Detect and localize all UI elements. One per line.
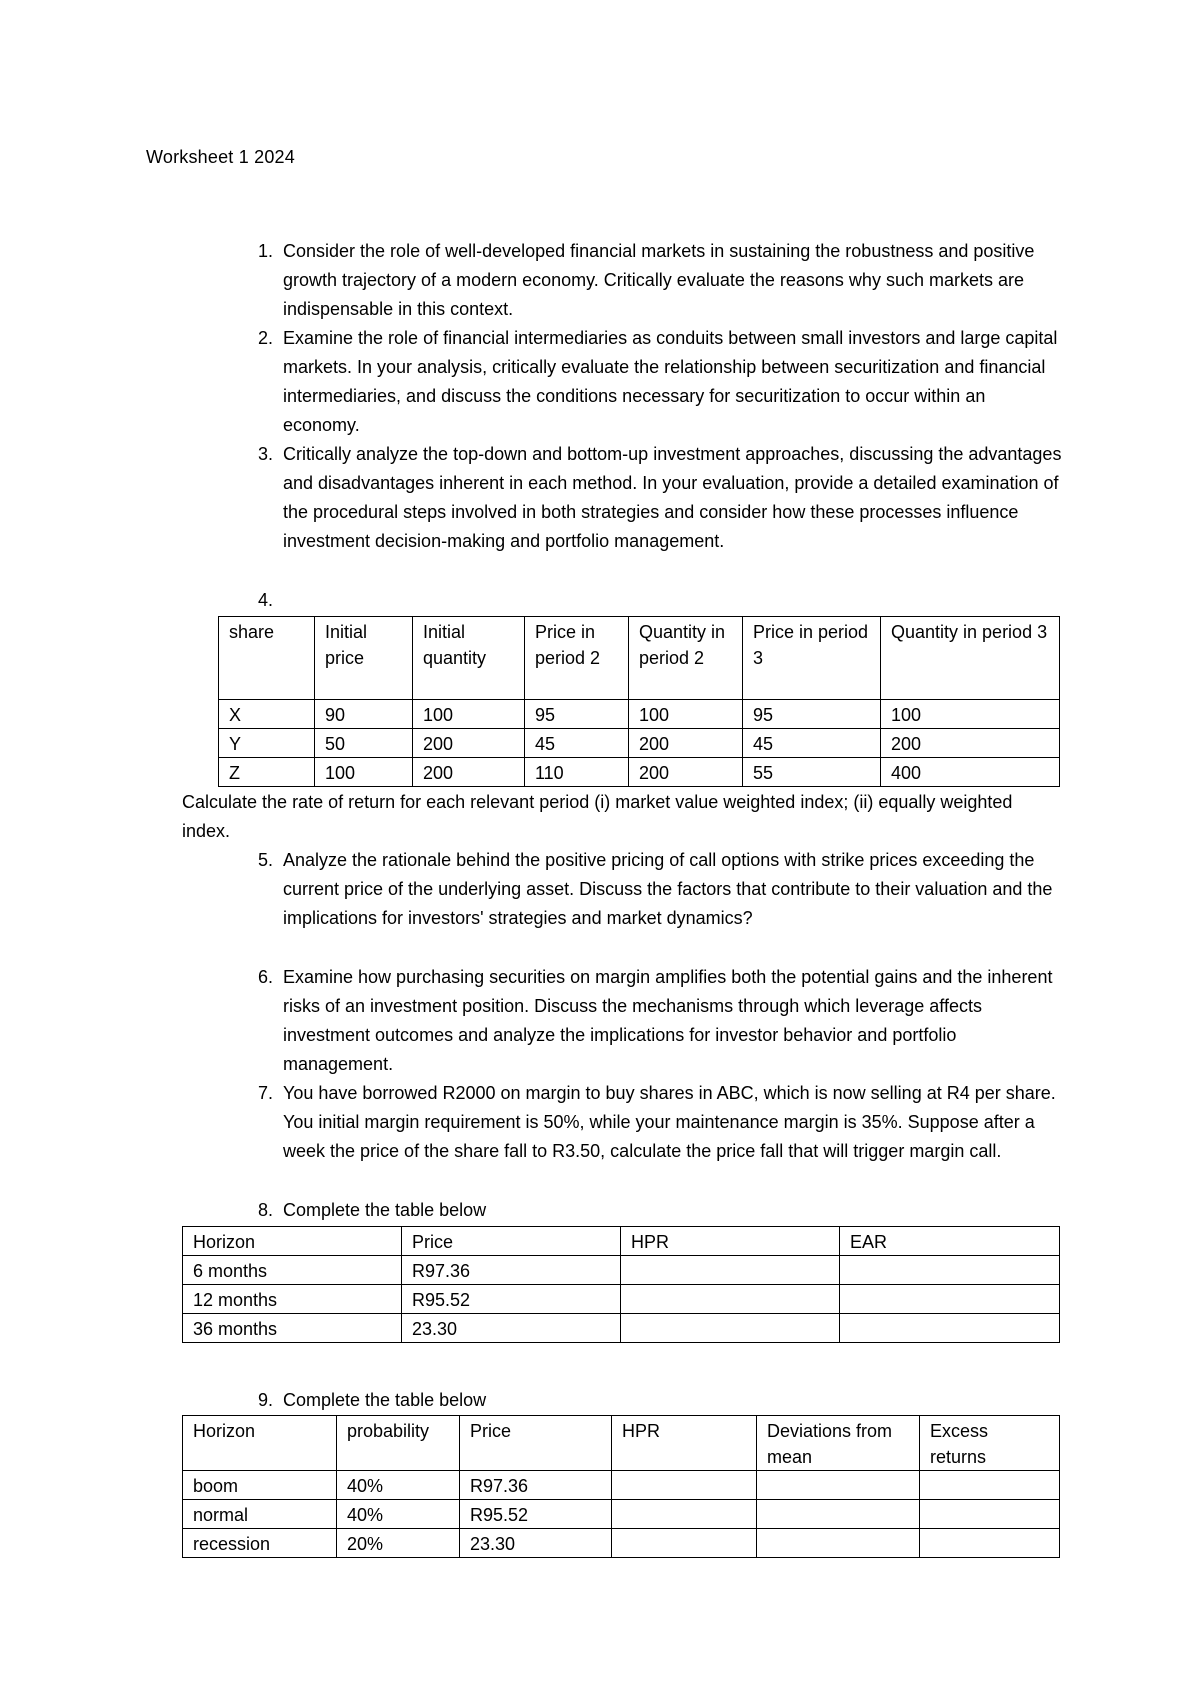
scenario-returns-table	[182, 1415, 1060, 1558]
table-cell: normal	[183, 1500, 337, 1529]
question-9	[257, 1386, 1063, 1415]
table-cell[interactable]	[757, 1471, 920, 1500]
table-cell: 45	[743, 729, 881, 758]
question-number: 6.	[257, 967, 273, 987]
question-text: Complete the table below	[283, 1390, 487, 1410]
table-cell: Y	[219, 729, 315, 758]
share-prices-table	[218, 616, 1060, 787]
question-text: Analyze the rationale behind the positive pricing of call options with strike prices exceeding the current price of the underlying asset. Discuss the factors that contribute to their valuation and the implications for investors' strategies and market dynamics?	[283, 850, 1053, 928]
table-cell: 100	[881, 700, 1060, 729]
table-cell[interactable]	[920, 1471, 1060, 1500]
question-4-instruction: Calculate the rate of return for each relevant period (i) market value weighted index; (ii) equally weighted index.	[182, 792, 1013, 841]
table-cell: 100	[629, 700, 743, 729]
table-cell[interactable]	[757, 1500, 920, 1529]
table-cell: 50	[315, 729, 413, 758]
table-row	[219, 758, 1060, 787]
table-cell: X	[219, 700, 315, 729]
table-cell[interactable]	[621, 1285, 840, 1314]
question-text: Consider the role of well-developed financial markets in sustaining the robustness and positive growth trajectory of a modern economy. Critically evaluate the reasons why such markets are indispensable in this context.	[283, 241, 1035, 319]
table-cell: 100	[413, 700, 525, 729]
page-title: Worksheet 1 2024	[146, 147, 295, 167]
table-cell: 55	[743, 758, 881, 787]
table-cell: 200	[629, 729, 743, 758]
table-cell: 6 months	[183, 1256, 402, 1285]
table-cell: recession	[183, 1529, 337, 1558]
table-header-cell: Deviations from mean	[757, 1416, 920, 1471]
table-header-cell: probability	[337, 1416, 460, 1471]
table-cell[interactable]	[920, 1529, 1060, 1558]
table-header-cell: HPR	[621, 1227, 840, 1256]
table-cell[interactable]	[840, 1256, 1060, 1285]
table-cell: 23.30	[402, 1314, 621, 1343]
question-text: Complete the table below	[283, 1200, 487, 1220]
question-text: Examine the role of financial intermediaries as conduits between small investors and large capital markets. In your analysis, critically evaluate the relationship between securitization and financial intermediaries, and discuss the conditions necessary for securitization to occur within an economy.	[283, 328, 1058, 435]
table-row	[183, 1529, 1060, 1558]
table-cell: 110	[525, 758, 629, 787]
table-header-cell: HPR	[612, 1416, 757, 1471]
table-header-row	[183, 1227, 1060, 1256]
table-row	[219, 700, 1060, 729]
question-6	[257, 963, 1063, 1079]
table-header-cell: Horizon	[183, 1227, 402, 1256]
table-header-cell: Horizon	[183, 1416, 337, 1471]
question-number: 5.	[257, 850, 273, 870]
table-cell: R95.52	[402, 1285, 621, 1314]
table-header-cell: EAR	[840, 1227, 1060, 1256]
question-number: 3.	[257, 444, 273, 464]
question-8	[257, 1196, 1063, 1225]
table-cell: 36 months	[183, 1314, 402, 1343]
table-cell: 95	[525, 700, 629, 729]
table-header-cell: Price in period 2	[525, 617, 629, 700]
table-cell: R95.52	[460, 1500, 612, 1529]
table-cell: 40%	[337, 1500, 460, 1529]
table-row	[183, 1471, 1060, 1500]
table-cell[interactable]	[757, 1529, 920, 1558]
table-header-cell: Price in period 3	[743, 617, 881, 700]
table-header-cell: Quantity in period 3	[881, 617, 1060, 700]
table-header-cell: Price	[460, 1416, 612, 1471]
question-2	[257, 324, 1063, 440]
question-number: 8.	[257, 1200, 273, 1220]
table-cell[interactable]	[840, 1314, 1060, 1343]
horizon-hpr-table	[182, 1226, 1060, 1343]
table-cell[interactable]	[612, 1471, 757, 1500]
table-header-cell: Quantity in period 2	[629, 617, 743, 700]
table-cell: 40%	[337, 1471, 460, 1500]
table-row	[183, 1285, 1060, 1314]
table-cell: 200	[629, 758, 743, 787]
table-row	[183, 1314, 1060, 1343]
table-cell[interactable]	[920, 1500, 1060, 1529]
table-cell: R97.36	[460, 1471, 612, 1500]
question-1	[257, 237, 1063, 324]
table-cell[interactable]	[612, 1500, 757, 1529]
table-header-row	[183, 1416, 1060, 1471]
table-cell[interactable]	[612, 1529, 757, 1558]
question-number: 1.	[257, 241, 273, 261]
question-5	[257, 846, 1063, 933]
question-text: You have borrowed R2000 on margin to buy shares in ABC, which is now selling at R4 per share. You initial margin requirement is 50%, while your maintenance margin is 35%. Suppose after a week the price of the share fall to R3.50, calculate the price fall that will trigger margin call.	[283, 1083, 1056, 1161]
table-cell: Z	[219, 758, 315, 787]
table-header-cell: share	[219, 617, 315, 700]
table-header-cell: Initial price	[315, 617, 413, 700]
table-header-cell: Price	[402, 1227, 621, 1256]
table-cell: 95	[743, 700, 881, 729]
table-cell: 23.30	[460, 1529, 612, 1558]
question-number: 7.	[257, 1083, 273, 1103]
question-3	[257, 440, 1063, 556]
table-cell: 100	[315, 758, 413, 787]
table-row	[219, 729, 1060, 758]
table-row	[183, 1256, 1060, 1285]
table-cell: 200	[413, 729, 525, 758]
table-row	[183, 1500, 1060, 1529]
table-cell[interactable]	[621, 1314, 840, 1343]
table-cell: 200	[881, 729, 1060, 758]
table-header-cell: Initial quantity	[413, 617, 525, 700]
table-cell: boom	[183, 1471, 337, 1500]
table-cell: 200	[413, 758, 525, 787]
table-cell: 20%	[337, 1529, 460, 1558]
question-text: Examine how purchasing securities on margin amplifies both the potential gains and the inherent risks of an investment position. Discuss the mechanisms through which leverage affects investment outcomes and analyze the implications for investor behavior and portfolio management.	[283, 967, 1053, 1074]
question-text: Critically analyze the top-down and bottom-up investment approaches, discussing the advantages and disadvantages inherent in each method. In your evaluation, provide a detailed examination of the procedural steps involved in both strategies and consider how these processes influence investment decision-making and portfolio management.	[283, 444, 1062, 551]
table-cell: 90	[315, 700, 413, 729]
table-cell: 45	[525, 729, 629, 758]
table-cell[interactable]	[840, 1285, 1060, 1314]
table-header-cell: Excess returns	[920, 1416, 1060, 1471]
question-7	[257, 1079, 1063, 1166]
table-cell[interactable]	[621, 1256, 840, 1285]
question-number: 9.	[257, 1390, 273, 1410]
question-number: 2.	[257, 328, 273, 348]
table-cell: R97.36	[402, 1256, 621, 1285]
table-cell: 400	[881, 758, 1060, 787]
table-cell: 12 months	[183, 1285, 402, 1314]
question-number: 4.	[257, 590, 273, 610]
table-header-row	[219, 617, 1060, 700]
